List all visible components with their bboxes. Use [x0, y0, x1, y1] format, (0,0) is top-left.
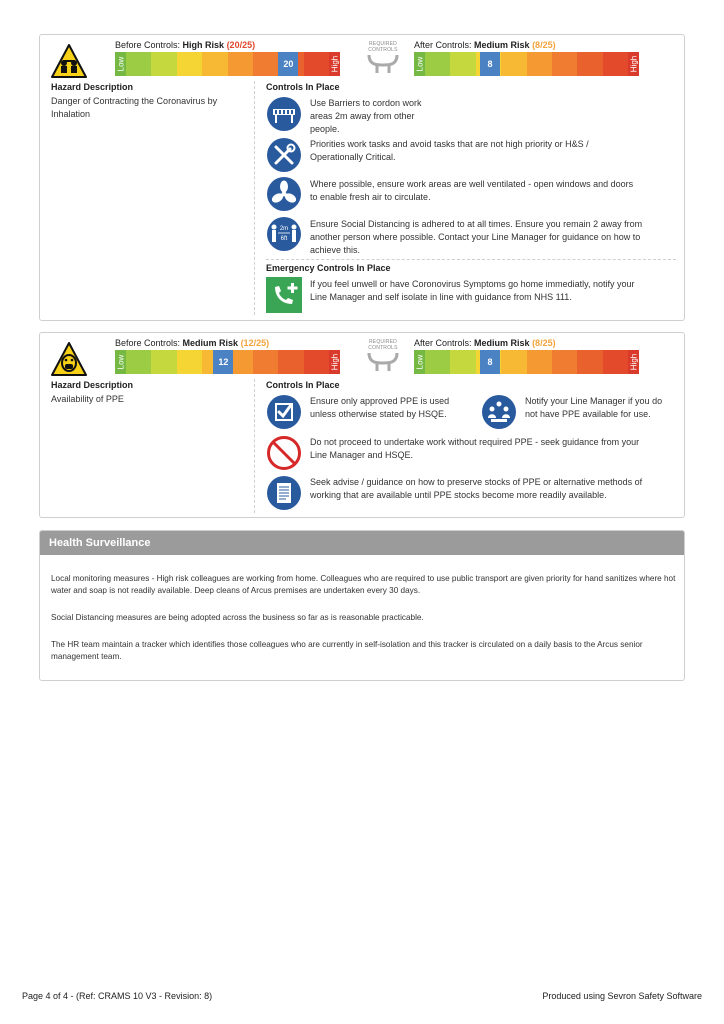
column-divider — [254, 81, 255, 315]
scale-low-end: Low — [414, 350, 425, 374]
scale-high-end: High — [628, 350, 639, 374]
health-surveillance-card — [39, 530, 685, 681]
before-controls-risk-bar — [115, 350, 340, 374]
page-footer-producer: Produced using Sevron Safety Software — [542, 991, 702, 1001]
after-controls-risk-bar — [414, 350, 639, 374]
control-text-preserve-stocks: Seek advise / guidance on how to preserve stocks of PPE or alternative methods of working that are available until PPE stocks become more readily available. — [310, 477, 643, 500]
svg-text:2m: 2m — [279, 226, 289, 232]
control-text-social-distancing: Ensure Social Distancing is adhered to at all times. Ensure you remain 2 away from another person where possible. Contact your Line Manager for guidance on how to achieve this. — [310, 219, 643, 255]
column-divider — [254, 379, 255, 513]
required-controls-indicator: REQUIRED CONTROLS — [363, 41, 403, 81]
scale-low-end: Low — [414, 52, 425, 76]
respirator-warning-icon — [51, 341, 87, 377]
control-text-no-work-without-ppe: Do not proceed to undertake work without required PPE - seek guidance from your Line Manager and HSQE. — [310, 437, 640, 460]
control-text-barriers: Use Barriers to cordon work areas 2m away from other people. — [310, 98, 422, 134]
hazard-description-text: Availability of PPE — [51, 394, 124, 404]
health-surveillance-heading: Health Surveillance — [40, 531, 684, 555]
tools-icon — [266, 137, 302, 173]
before-controls-label: Before Controls: High Risk (20/25) — [115, 40, 256, 50]
controls-in-place-heading: Controls In Place — [266, 82, 340, 92]
scale-high-end: High — [329, 350, 340, 374]
required-controls-indicator: REQUIRED CONTROLS — [363, 339, 403, 379]
control-text-priorities: Priorities work tasks and avoid tasks that are not high priority or H&S / Operationally Critical. — [310, 139, 589, 162]
before-controls-risk-bar — [115, 52, 340, 76]
hazard-description-heading: Hazard Description — [51, 380, 134, 390]
checkbox-icon — [266, 394, 302, 430]
svg-text:6ft: 6ft — [280, 236, 288, 242]
health-paragraph: Social Distancing measures are being adopted across the business so far as is reasonable practicable. — [51, 613, 424, 622]
after-controls-risk-bar — [414, 52, 639, 76]
prohibited-icon — [266, 435, 302, 471]
controls-in-place-heading: Controls In Place — [266, 380, 340, 390]
required-controls-arrows-icon — [363, 351, 403, 373]
hazard-description-heading: Hazard Description — [51, 82, 134, 92]
emergency-control-text: If you feel unwell or have Coronovirus Symptoms go home immediatly, notify your Line Manager and self isolate in line with guidance from NHS 111. — [310, 279, 635, 302]
after-risk-marker: 8 — [480, 350, 500, 374]
risk-assessment-card-1 — [39, 34, 685, 321]
emergency-controls-heading: Emergency Controls In Place — [266, 263, 391, 273]
control-text-approved-ppe: Ensure only approved PPE is used unless otherwise stated by HSQE. — [310, 396, 450, 419]
before-risk-marker: 20 — [278, 52, 298, 76]
before-risk-marker: 12 — [213, 350, 233, 374]
after-risk-marker: 8 — [480, 52, 500, 76]
hazard-warning-icon — [51, 43, 87, 79]
barrier-icon — [266, 96, 302, 132]
after-controls-label: After Controls: Medium Risk (8/25) — [414, 338, 556, 348]
social-distance-icon — [266, 216, 302, 252]
hazard-description-text: Danger of Contracting the Coronavirus by Inhalation — [51, 96, 218, 119]
emergency-phone-icon — [266, 277, 302, 313]
emergency-divider — [266, 259, 676, 260]
fan-icon — [266, 176, 302, 212]
health-paragraph: The HR team maintain a tracker which identifies those colleagues who are currently in self-isolation and this tracker is circulated on a daily basis to the Arcus senior management team. — [51, 640, 643, 661]
page-footer-reference: Page 4 of 4 - (Ref: CRAMS 10 V3 - Revision: 8) — [22, 991, 213, 1001]
scale-high-end: High — [628, 52, 639, 76]
control-text-ventilation: Where possible, ensure work areas are well ventilated - open windows and doors to enable fresh air to circulate. — [310, 179, 634, 202]
after-controls-label: After Controls: Medium Risk (8/25) — [414, 40, 556, 50]
risk-assessment-card-2 — [39, 332, 685, 518]
scale-low-end: Low — [115, 52, 126, 76]
scale-low-end: Low — [115, 350, 126, 374]
required-controls-arrows-icon — [363, 53, 403, 75]
before-controls-label: Before Controls: Medium Risk (12/25) — [115, 338, 270, 348]
meeting-icon — [481, 394, 517, 430]
scale-high-end: High — [329, 52, 340, 76]
document-icon — [266, 475, 302, 511]
control-text-notify-manager: Notify your Line Manager if you do not have PPE available for use. — [525, 396, 663, 419]
health-paragraph: Local monitoring measures - High risk colleagues are working from home. Colleagues who are required to use public transport are given priority for hand sanitizes where hot water and soap is not readily available. Deep cleans of Arcus premises are undertaken every 30 days. — [51, 574, 676, 595]
